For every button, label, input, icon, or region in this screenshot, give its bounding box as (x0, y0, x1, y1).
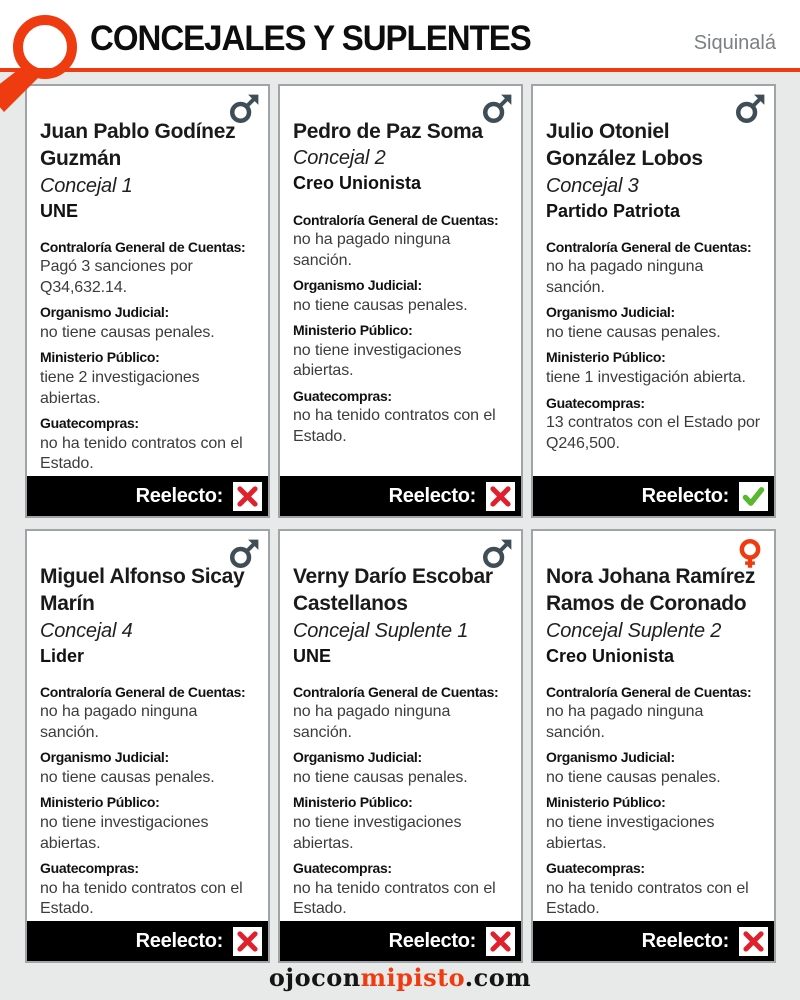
reelected-no-status (486, 482, 515, 511)
record-label: Guatecompras: (546, 394, 645, 411)
record-value: no ha pagado ninguna sanción. (293, 231, 451, 269)
brand-part-3: .com (464, 963, 532, 992)
record-value: no tiene causas penales. (293, 296, 468, 314)
record-value: no ha tenido contratos con el Estado. (293, 879, 496, 918)
brand-part-1: ojocon (268, 963, 361, 992)
cross-icon (235, 484, 260, 509)
record-label: Contraloría General de Cuentas: (546, 238, 752, 255)
record-value: no tiene causas penales. (546, 324, 721, 342)
page-title: CONCEJALES Y SUPLENTES (90, 18, 531, 58)
person-party: UNE (293, 645, 332, 666)
record-label: Guatecompras: (40, 860, 139, 877)
councilor-card (25, 529, 270, 963)
record-value: tiene 1 investigación abierta. (546, 369, 746, 387)
records (40, 238, 255, 475)
record-label: Organismo Judicial: (40, 304, 169, 321)
male-icon (229, 539, 259, 569)
male-icon (735, 94, 765, 124)
card-body (280, 531, 521, 921)
record-label: Organismo Judicial: (293, 277, 422, 294)
reelected-yes-status (739, 482, 768, 511)
record-label: Ministerio Público: (40, 349, 160, 366)
header (0, 0, 800, 72)
person-party: Lider (40, 645, 85, 666)
card-body (533, 531, 774, 921)
cross-icon (488, 484, 513, 509)
record-label: Ministerio Público: (293, 794, 413, 811)
card-body (27, 86, 268, 476)
record-label: Ministerio Público: (40, 794, 160, 811)
person-party: UNE (40, 200, 79, 221)
reelected-bar (280, 921, 521, 961)
record-label: Organismo Judicial: (293, 749, 422, 766)
person-position: Concejal 3 (546, 174, 639, 197)
record-value: 13 contratos con el Estado por Q246,500. (546, 414, 761, 452)
male-icon (229, 94, 259, 124)
record-value: tiene 2 investigaciones abiertas. (40, 369, 200, 407)
record-value: no ha pagado ninguna sanción. (546, 703, 704, 741)
record-label: Organismo Judicial: (40, 749, 169, 766)
record-value: no ha tenido contratos con el Estado. (40, 879, 243, 918)
record-label: Contraloría General de Cuentas: (293, 211, 499, 228)
reelected-bar (533, 921, 774, 961)
person-party: Creo Unionista (546, 645, 675, 666)
record-label: Guatecompras: (546, 860, 645, 877)
reelected-no-status (233, 927, 262, 956)
reelecto-label: Reelecto: (641, 484, 729, 507)
record-label: Organismo Judicial: (546, 749, 675, 766)
municipality-label: Siquinalá (693, 32, 776, 54)
record-value: no ha tenido contratos con el Estado. (546, 879, 749, 918)
reelecto-label: Reelecto: (135, 929, 223, 952)
councilor-card (278, 84, 523, 518)
person-name: Nora Johana Ramírez Ramos de Coronado (546, 565, 756, 616)
record-label: Contraloría General de Cuentas: (40, 683, 246, 700)
record-value: no tiene investigaciones abiertas. (293, 814, 462, 852)
cross-icon (741, 929, 766, 954)
record-label: Ministerio Público: (293, 322, 413, 339)
brand-part-2: mipisto (360, 963, 465, 992)
reelecto-label: Reelecto: (135, 484, 223, 507)
site-brand (0, 963, 800, 992)
record-value: no tiene investigaciones abiertas. (293, 341, 462, 380)
records (546, 238, 761, 454)
cards-grid (25, 84, 776, 963)
record-value: no ha pagado ninguna sanción. (293, 703, 451, 741)
reelecto-label: Reelecto: (388, 484, 476, 507)
cross-icon (488, 929, 513, 954)
person-name: Juan Pablo Godínez Guzmán (40, 120, 236, 171)
male-icon (482, 539, 512, 569)
person-name: Julio Otoniel González Lobos (546, 120, 703, 171)
record-value: no tiene investigaciones abiertas. (546, 814, 715, 852)
record-label: Contraloría General de Cuentas: (546, 683, 752, 700)
reelected-bar (533, 476, 774, 516)
records (40, 683, 255, 920)
check-icon (741, 484, 766, 509)
councilor-card (25, 84, 270, 518)
reelected-bar (280, 476, 521, 516)
reelected-bar (27, 476, 268, 516)
person-party: Partido Patriota (546, 200, 681, 221)
record-value: Pagó 3 sanciones por Q34,632.14. (40, 258, 193, 296)
reelected-no-status (486, 927, 515, 956)
record-value: no ha pagado ninguna sanción. (40, 703, 198, 741)
male-icon (482, 94, 512, 124)
person-party: Creo Unionista (293, 173, 422, 194)
record-label: Guatecompras: (40, 415, 139, 432)
records (293, 211, 508, 448)
reelected-no-status (739, 927, 768, 956)
reelected-bar (27, 921, 268, 961)
person-position: Concejal 4 (40, 619, 133, 642)
councilor-card (531, 84, 776, 518)
councilor-card (278, 529, 523, 963)
card-body (533, 86, 774, 476)
record-label: Guatecompras: (293, 387, 392, 404)
card-body (280, 86, 521, 476)
cross-icon (235, 929, 260, 954)
record-label: Guatecompras: (293, 860, 392, 877)
record-value: no ha pagado ninguna sanción. (546, 258, 704, 296)
records (546, 683, 761, 920)
reelecto-label: Reelecto: (641, 929, 729, 952)
record-value: no tiene causas penales. (40, 769, 215, 787)
magnifier-logo-icon (0, 13, 92, 121)
person-name: Pedro de Paz Soma (293, 120, 483, 143)
record-value: no tiene causas penales. (546, 769, 721, 787)
person-position: Concejal 1 (40, 174, 133, 197)
record-label: Ministerio Público: (546, 794, 666, 811)
card-body (27, 531, 268, 921)
record-value: no tiene investigaciones abiertas. (40, 814, 209, 852)
reelecto-label: Reelecto: (388, 929, 476, 952)
record-value: no tiene causas penales. (40, 324, 215, 342)
person-position: Concejal 2 (293, 147, 386, 170)
female-icon (735, 539, 765, 569)
record-label: Contraloría General de Cuentas: (293, 683, 499, 700)
person-name: Verny Darío Escobar Castellanos (293, 565, 493, 616)
record-label: Organismo Judicial: (546, 304, 675, 321)
records (293, 683, 508, 920)
person-position: Concejal Suplente 1 (293, 619, 469, 642)
record-label: Contraloría General de Cuentas: (40, 238, 246, 255)
record-value: no ha tenido contratos con el Estado. (293, 407, 496, 445)
record-value: no ha tenido contratos con el Estado. (40, 434, 243, 473)
record-value: no tiene causas penales. (293, 769, 468, 787)
reelected-no-status (233, 482, 262, 511)
person-position: Concejal Suplente 2 (546, 619, 722, 642)
councilor-card (531, 529, 776, 963)
record-label: Ministerio Público: (546, 349, 666, 366)
person-name: Miguel Alfonso Sicay Marín (40, 565, 245, 616)
